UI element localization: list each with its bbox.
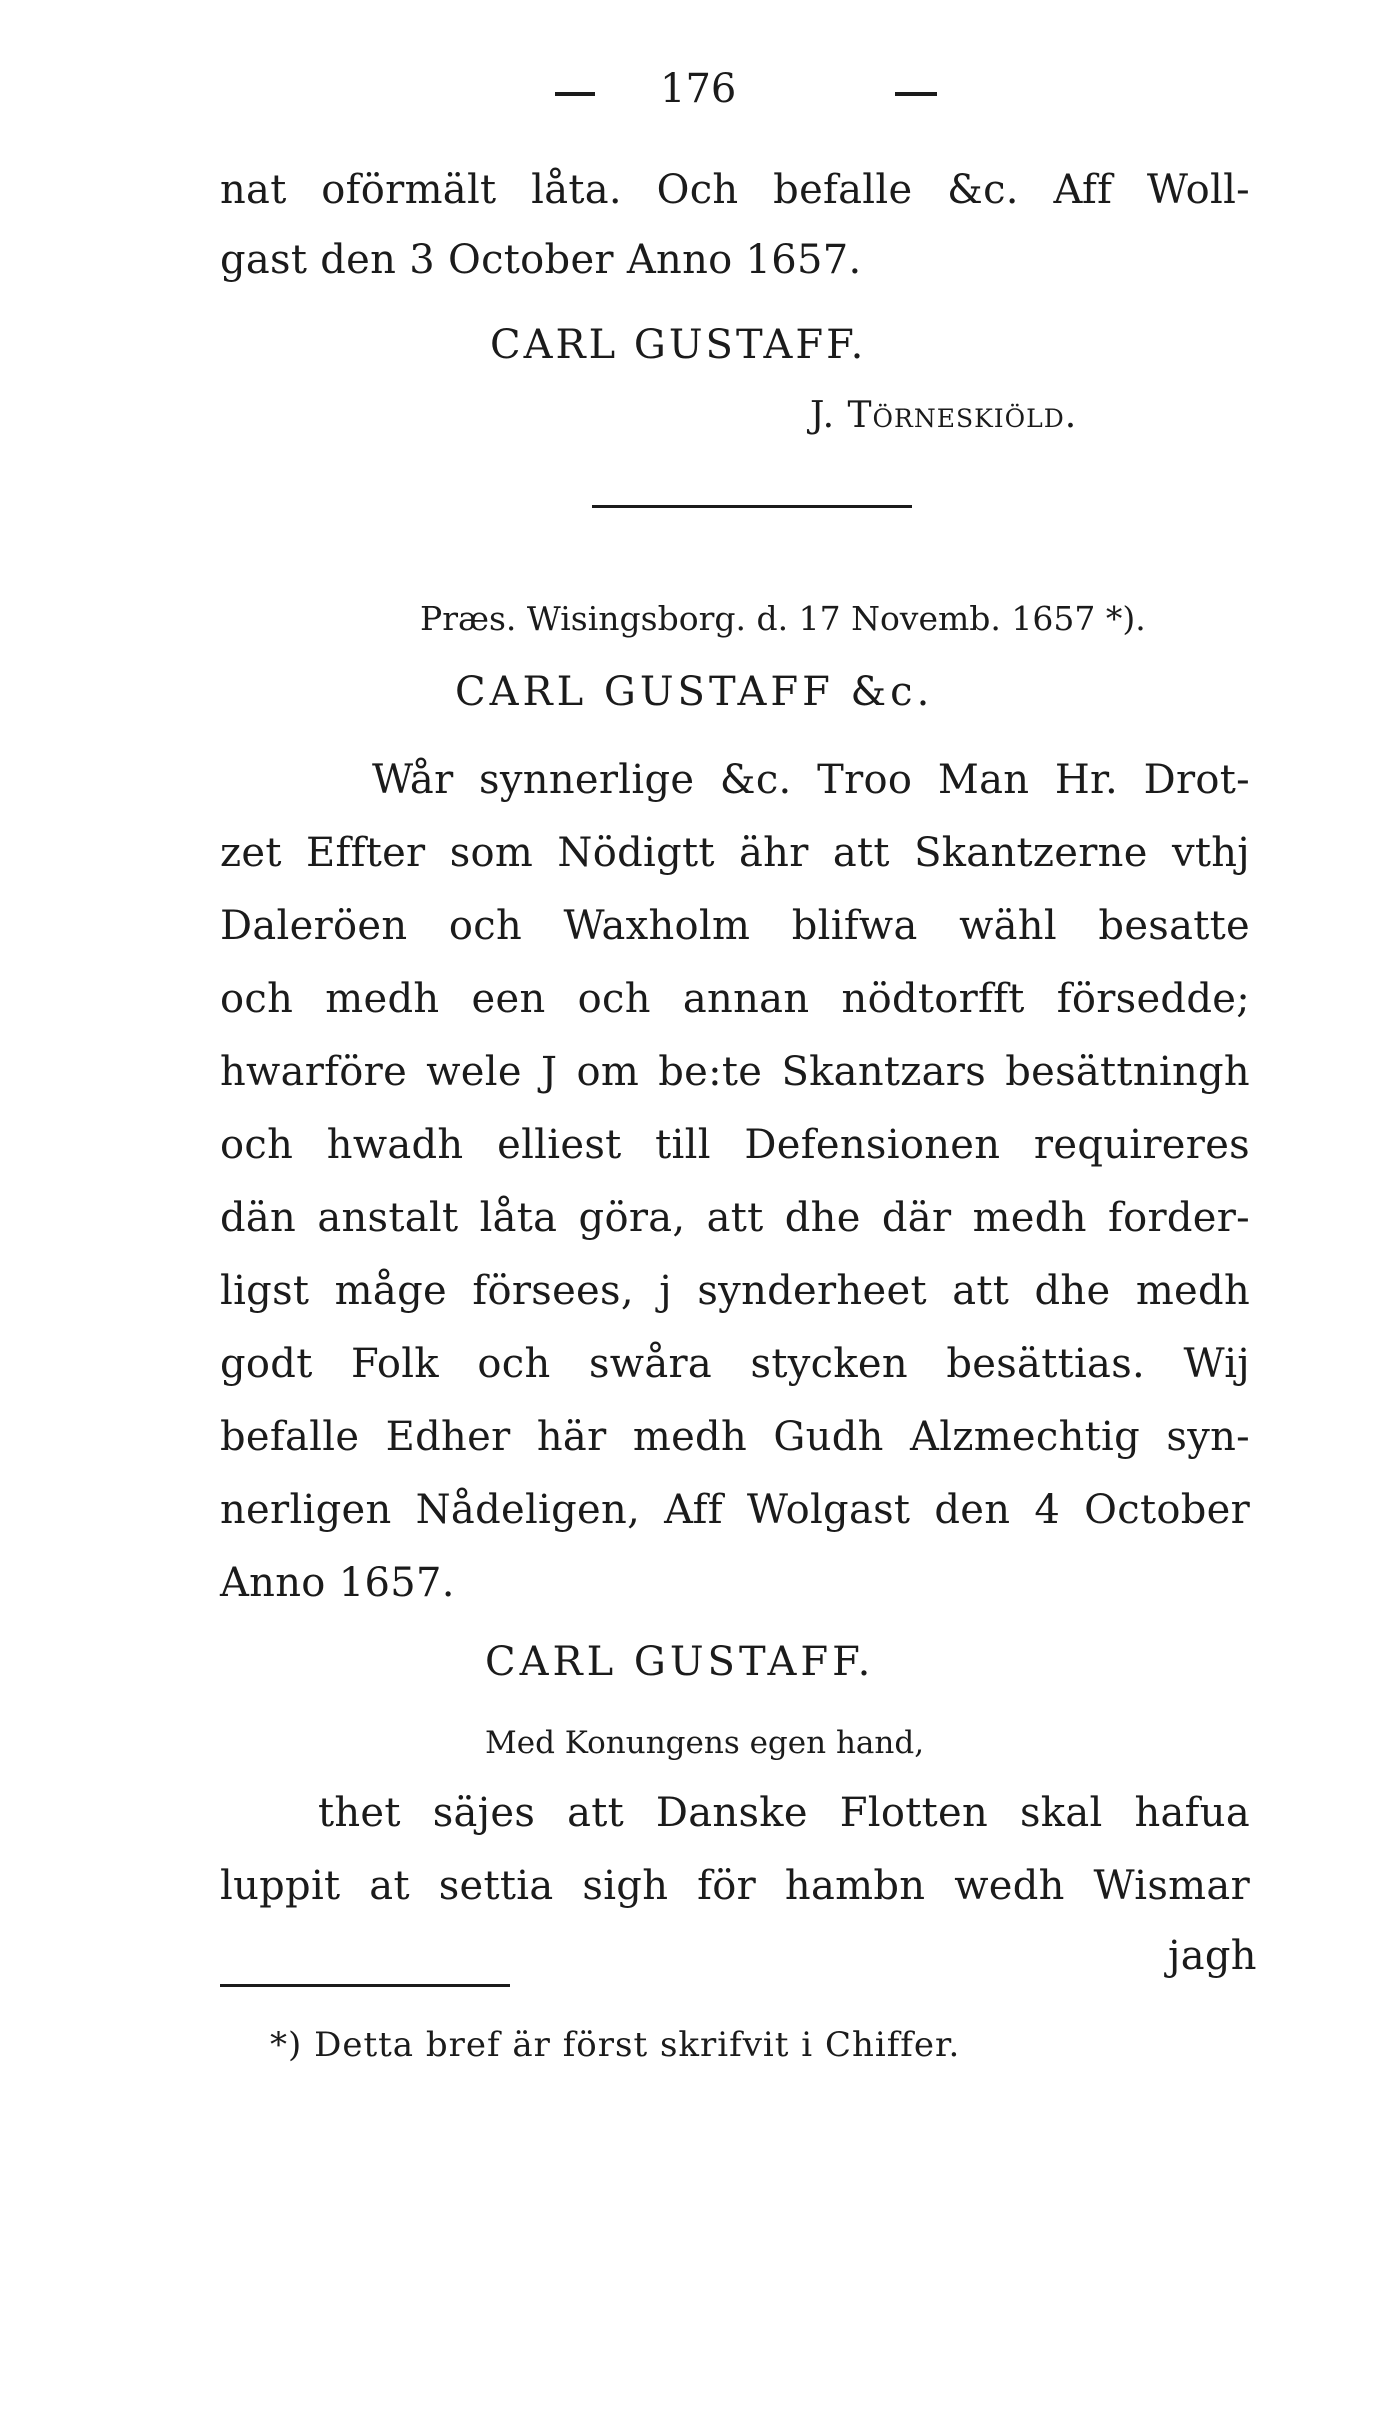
text-line: befalle Edher här medh Gudh Alzmechtig syn- xyxy=(220,1414,1250,1460)
header-dash-right xyxy=(895,92,937,96)
text-line: och medh een och annan nödtorfft försedde; xyxy=(220,976,1250,1022)
text-line: gast den 3 October Anno 1657. xyxy=(220,237,862,283)
catchword: jagh xyxy=(1168,1933,1257,1979)
text-line: zet Effter som Nödigtt ähr att Skantzerne vthj xyxy=(220,830,1250,876)
footnote: *) Detta bref är först skrifvit i Chiffer. xyxy=(270,2025,961,2065)
autograph-note: Med Konungens egen hand, xyxy=(485,1725,925,1761)
text-line: godt Folk och swåra stycken besättias. Wij xyxy=(220,1341,1250,1387)
text-line: dän anstalt låta göra, att dhe där medh forder- xyxy=(220,1195,1250,1241)
signature: CARL GUSTAFF. xyxy=(490,322,867,368)
text-line: Daleröen och Waxholm blifwa wähl besatte xyxy=(220,903,1250,949)
text-line: Anno 1657. xyxy=(220,1560,455,1606)
text-line: hwarföre wele J om be:te Skantzars besättningh xyxy=(220,1049,1250,1095)
postscript-line: luppit at settia sigh för hambn wedh Wismar xyxy=(220,1863,1250,1909)
countersignature: J. Törneskiöld. xyxy=(810,395,1078,436)
text-line: ligst måge försees, j synderheet att dhe medh xyxy=(220,1268,1250,1314)
footnote-rule xyxy=(220,1984,510,1987)
salutation: CARL GUSTAFF &c. xyxy=(455,669,934,715)
signature: CARL GUSTAFF. xyxy=(485,1639,875,1685)
text-line: nerligen Nådeligen, Aff Wolgast den 4 October xyxy=(220,1487,1250,1533)
letter-heading: Præs. Wisingsborg. d. 17 Novemb. 1657 *). xyxy=(420,599,1146,638)
text-line: nat oförmält låta. Och befalle &c. Aff Woll- xyxy=(220,167,1250,213)
section-divider xyxy=(592,505,912,508)
postscript-line: thet säjes att Danske Flotten skal hafua xyxy=(318,1790,1250,1836)
header-dash-left xyxy=(555,92,595,96)
text-line: och hwadh elliest till Defensionen requireres xyxy=(220,1122,1250,1168)
page-number: 176 xyxy=(660,66,737,112)
text-line: Wår synnerlige &c. Troo Man Hr. Drot- xyxy=(372,757,1250,803)
